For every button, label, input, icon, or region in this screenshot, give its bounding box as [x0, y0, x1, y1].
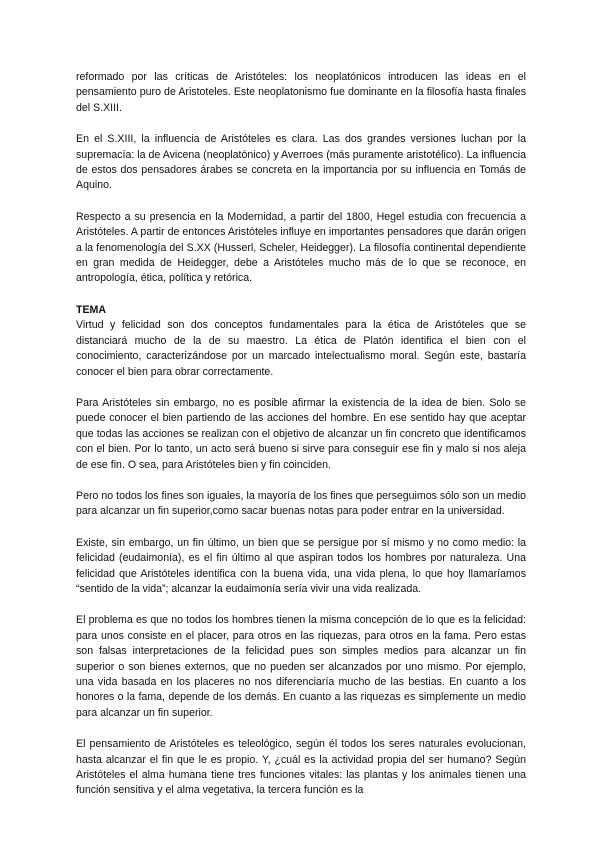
paragraph: El pensamiento de Aristóteles es teleológico, según él todos los seres naturales evolucionan, hasta alcanzar el fin que le es propio. Y, ¿cuál es la actividad propia del ser humano? Según Aristóteles el alma humana tiene tres funciones vitales: las plantas y los animales tienen una función sensitiva y el alma vegetativa, la tercera función es la	[76, 738, 526, 797]
paragraph: Existe, sin embargo, un fin último, un bien que se persigue por sí mismo y no como medio: la felicidad (eudaimonía), es el fin último al que aspiran todos los hombres por naturaleza. Una felicidad que Aristóteles identifica con la buena vida, una vida plena, lo que hoy llamaríamos “sentido de la vida”; alcanzar la eudaimonía sería vivir una vida realizada.	[76, 536, 526, 595]
paragraph: El problema es que no todos los hombres tienen la misma concepción de lo que es la felicidad: para unos consiste en el placer, para otros en las riquezas, para otros en la fama. Pero estas son falsas interpretaciones de la felicidad pues son simples medios para alcanzar un fin superior o son bienes externos, que no pueden ser alcanzados por uno mismo. Por ejemplo, una vida basada en los placeres no nos diferenciaría mucho de las bestias. En cuanto a los honores o la fama, depende de los demás. En cuanto a las riquezas es simplemente un medio para alcanzar un fin superior.	[76, 614, 526, 719]
paragraph: Virtud y felicidad son dos conceptos fundamentales para la ética de Aristóteles que se distanciará mucho de la de su maestro. La ética de Platón identifica el bien con el conocimiento, caracterizándose por un marcado intelectualismo moral. Según este, bastaría conocer el bien para obrar correctamente.	[76, 319, 526, 378]
paragraph: Para Aristóteles sin embargo, no es posible afirmar la existencia de la idea de bien. Solo se puede conocer el bien partiendo de las acciones del hombre. En ese sentido hay que aceptar que todas las acciones se realizan con el objetivo de alcanzar un fin concreto que identificamos con el bien. Por lo tanto, un acto será bueno si sirve para conseguir ese fin y malo si nos aleja de ese fin. O sea, para Aristóteles bien y fin coinciden.	[76, 396, 526, 471]
section-heading: TEMA	[76, 303, 107, 316]
paragraph: En el S.XIII, la influencia de Aristóteles es clara. Las dos grandes versiones luchan por la supremacía: la de Avicena (neoplatónico) y Averroes (más puramente aristotélico). La influencia de estos dos pensadores árabes se concreta en la importancia por su influencia en Tomás de Aquino.	[76, 133, 526, 192]
document-body	[76, 70, 526, 815]
paragraph: Pero no todos los fines son iguales, la mayoría de los fines que perseguimos sólo son un medio para alcanzar un fin superior,como sacar buenas notas para poder entrar en la universidad.	[76, 489, 526, 518]
paragraph: reformado por las críticas de Aristóteles: los neoplatónicos introducen las ideas en el pensamiento puro de Aristoteles. Este neoplatonismo fue dominante en la filosofía hasta finales del S.XIII.	[76, 71, 526, 114]
paragraph: Respecto a su presencia en la Modernidad, a partir del 1800, Hegel estudia con frecuencia a Aristóteles. A partir de entonces Aristóteles influye en importantes pensadores que darán origen a la fenomenología del S.XX (Husserl, Scheler, Heidegger). La filosofía continental dependiente en gran medida de Heidegger, debe a Aristóteles mucho más de lo que se reconoce, en antropología, ética, política y retórica.	[76, 210, 526, 285]
